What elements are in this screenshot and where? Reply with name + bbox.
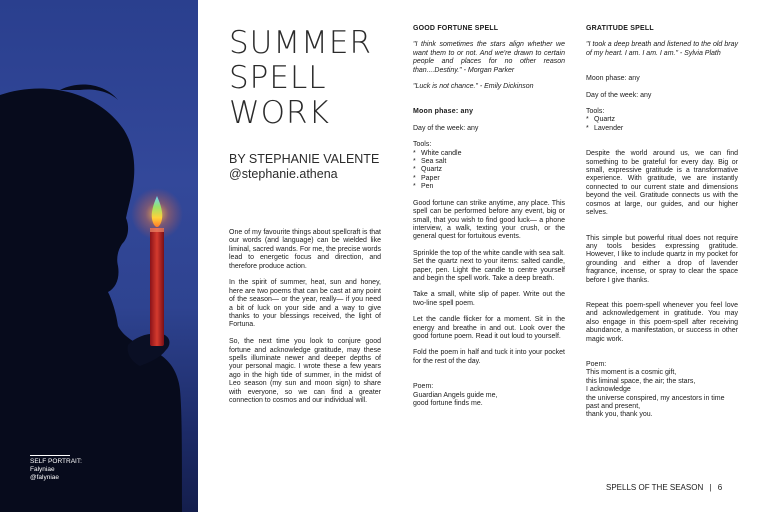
spell-paragraph: This simple but powerful ritual does not require any tools besides expressing gratitude. However, I like to include quartz in my pocket for grounding and either a drop of lavender fragrance, incense, or spray to clear the space before I give thanks. bbox=[586, 234, 738, 284]
tool-item: * Lavender bbox=[586, 125, 738, 133]
page-footer bbox=[606, 483, 722, 492]
spell-paragraph: Repeat this poem-spell whenever you feel love and acknowledgement in gratitude. You may also engage in this poem-spell after receiving abundance, a manifestation, or success in other magic work. bbox=[586, 301, 738, 343]
tool-item: * Quartz bbox=[586, 116, 738, 124]
section-name: SPELLS OF THE SEASON bbox=[606, 483, 704, 492]
spell-paragraph: Let the candle flicker for a moment. Sit in the energy and breathe in and out. Look over the good fortune poem. Read it out loud to yourself. bbox=[413, 316, 565, 340]
poem-label: Poem: bbox=[586, 360, 607, 368]
red-candle bbox=[150, 228, 164, 346]
day-of-week: Day of the week: any bbox=[413, 124, 479, 132]
spell-paragraph: Sprinkle the top of the white candle with sea salt. Set the quartz next to your items: salted candle, paper, pen. Light the candle to centre yourself and begin the spell work. Take a deep breath. bbox=[413, 249, 565, 282]
intro-paragraph: One of my favourite things about spellcraft is that our words (and language) can be wielded like liminal, sacred wands. For me, the precise words lead to energetic focus and direction, and therefore produce action. bbox=[229, 229, 381, 270]
article-title bbox=[229, 26, 389, 131]
tool-item: * Sea salt bbox=[413, 158, 565, 166]
poem-line: Guardian Angels guide me, bbox=[413, 391, 498, 399]
moon-phase: Moon phase: any bbox=[586, 75, 640, 83]
caption-line: Falyniae bbox=[30, 466, 55, 473]
gratitude-quote: "I took a deep breath and listened to the old bray of my heart. I am. I am. I am." - Sylvia Plath bbox=[586, 41, 738, 57]
day-of-week: Day of the week: any bbox=[586, 91, 652, 99]
spell-paragraph: Despite the world around us, we can find something to be grateful for every day. Big or small, expressive gratitude is a transformative experience. With gratitude, we are instantly connected to our current state and dimensions beyond the veil. Gratitude connects us with the cosmos at large, our guides, and our higher selves. bbox=[586, 150, 738, 217]
author-handle: @stephanie.athena bbox=[229, 167, 338, 181]
self-portrait-photo bbox=[0, 0, 198, 512]
spell-paragraph: Take a small, white slip of paper. Write out the two-line spell poem. bbox=[413, 291, 565, 307]
gratitude-column bbox=[586, 25, 738, 420]
spell-paragraph: Good fortune can strike anytime, any place. This spell can be performed before any event, big or small, that you wish to find good luck— a phone interview, a walk, texting your crush, or the general quest for fortuitous events. bbox=[413, 199, 565, 241]
good-fortune-column bbox=[413, 25, 565, 408]
moon-phase: Moon phase: any bbox=[413, 108, 474, 116]
gratitude-heading: GRATITUDE SPELL bbox=[586, 25, 654, 32]
good-fortune-quote: "I think sometimes the stars align whether we want them to or not. And we're drawn to certain people and places for no other reason than....Destiny." - Morgan Parker bbox=[413, 41, 565, 74]
poem-line: this liminal space, the air; the stars, bbox=[586, 377, 696, 385]
good-fortune-heading: GOOD FORTUNE SPELL bbox=[413, 25, 499, 32]
spell-paragraph: Fold the poem in half and tuck it into your pocket for the rest of the day. bbox=[413, 349, 565, 365]
poem-line: I acknowledge bbox=[586, 386, 631, 394]
tools-list bbox=[586, 116, 738, 133]
tools-list bbox=[413, 150, 565, 192]
footer-separator: | bbox=[709, 483, 712, 492]
poem-line: This moment is a cosmic gift, bbox=[586, 369, 677, 377]
poem-line: the universe conspired, my ancestors in time past and present, bbox=[586, 394, 725, 410]
poem-label: Poem: bbox=[413, 383, 434, 391]
tool-item: * Quartz bbox=[413, 166, 565, 174]
tool-item: * White candle bbox=[413, 150, 565, 158]
poem-line: thank you, thank you. bbox=[586, 411, 653, 419]
photo-caption bbox=[30, 455, 82, 482]
caption-line: @falyniae bbox=[30, 474, 60, 481]
caption-rule bbox=[30, 455, 70, 456]
intro-paragraph: So, the next time you look to conjure good fortune and acknowledge gratitude, may these spells illuminate newer and deeper depths of your personal magic. I wrote these a few years ago in the high tide of summer, in the midst of Leo season (my sun and moon sign) to share with everyone, so we can find a greater connection to cosmos and our individual will. bbox=[229, 338, 381, 405]
poem-line: good fortune finds me. bbox=[413, 400, 483, 407]
tool-item: * Paper bbox=[413, 175, 565, 183]
page-number: 6 bbox=[717, 483, 723, 492]
title-line: SUMMER bbox=[229, 25, 372, 61]
intro-column bbox=[229, 229, 381, 414]
author-byline: BY STEPHANIE VALENTE bbox=[229, 152, 380, 166]
silhouette-illustration bbox=[0, 0, 198, 512]
tools-label: Tools: bbox=[586, 108, 605, 116]
title-line: WORK bbox=[229, 95, 330, 131]
tools-label: Tools: bbox=[413, 141, 432, 149]
good-fortune-quote: "Luck is not chance." - Emily Dickinson bbox=[413, 83, 534, 91]
title-line: SPELL bbox=[229, 60, 327, 96]
caption-title: SELF PORTRAIT: bbox=[30, 458, 82, 465]
tool-item: * Pen bbox=[413, 183, 565, 191]
intro-paragraph: In the spirit of summer, heat, sun and honey, here are two poems that can be cast at any point of the season— or the year, really— if you need a bit of luck on your side and a way to give thanks to your blessings received, the light of Fortuna. bbox=[229, 279, 381, 329]
